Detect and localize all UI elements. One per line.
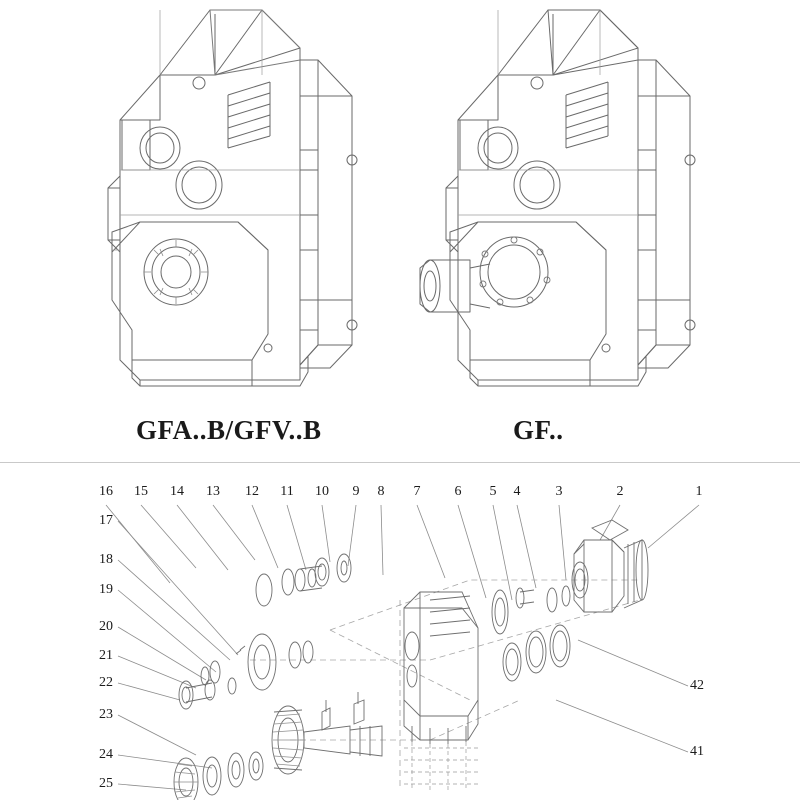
callout-25: 25 bbox=[99, 776, 113, 791]
callout-22: 22 bbox=[99, 675, 113, 690]
callout-14: 14 bbox=[170, 484, 184, 499]
callout-11: 11 bbox=[280, 484, 294, 499]
callout-3: 3 bbox=[555, 484, 563, 499]
callout-18: 18 bbox=[99, 552, 113, 567]
callout-21: 21 bbox=[99, 648, 113, 663]
callout-7: 7 bbox=[413, 484, 421, 499]
callout-12: 12 bbox=[245, 484, 259, 499]
callout-1: 1 bbox=[695, 484, 703, 499]
callout-23: 23 bbox=[99, 707, 113, 722]
callout-15: 15 bbox=[134, 484, 148, 499]
callout-5: 5 bbox=[489, 484, 497, 499]
callout-42: 42 bbox=[690, 678, 704, 693]
callout-20: 20 bbox=[99, 619, 113, 634]
caption-gf: GF.. bbox=[513, 415, 564, 445]
callout-17: 17 bbox=[99, 513, 113, 528]
callout-19: 19 bbox=[99, 582, 113, 597]
callout-16: 16 bbox=[99, 484, 113, 499]
callout-9: 9 bbox=[352, 484, 360, 499]
callout-2: 2 bbox=[616, 484, 624, 499]
caption-gfab-gfvb: GFA..B/GFV..B bbox=[136, 415, 322, 445]
callout-8: 8 bbox=[377, 484, 385, 499]
callout-10: 10 bbox=[315, 484, 329, 499]
callout-4: 4 bbox=[513, 484, 521, 499]
callout-24: 24 bbox=[99, 747, 113, 762]
callout-41: 41 bbox=[690, 744, 704, 759]
callout-6: 6 bbox=[454, 484, 462, 499]
callout-13: 13 bbox=[206, 484, 220, 499]
